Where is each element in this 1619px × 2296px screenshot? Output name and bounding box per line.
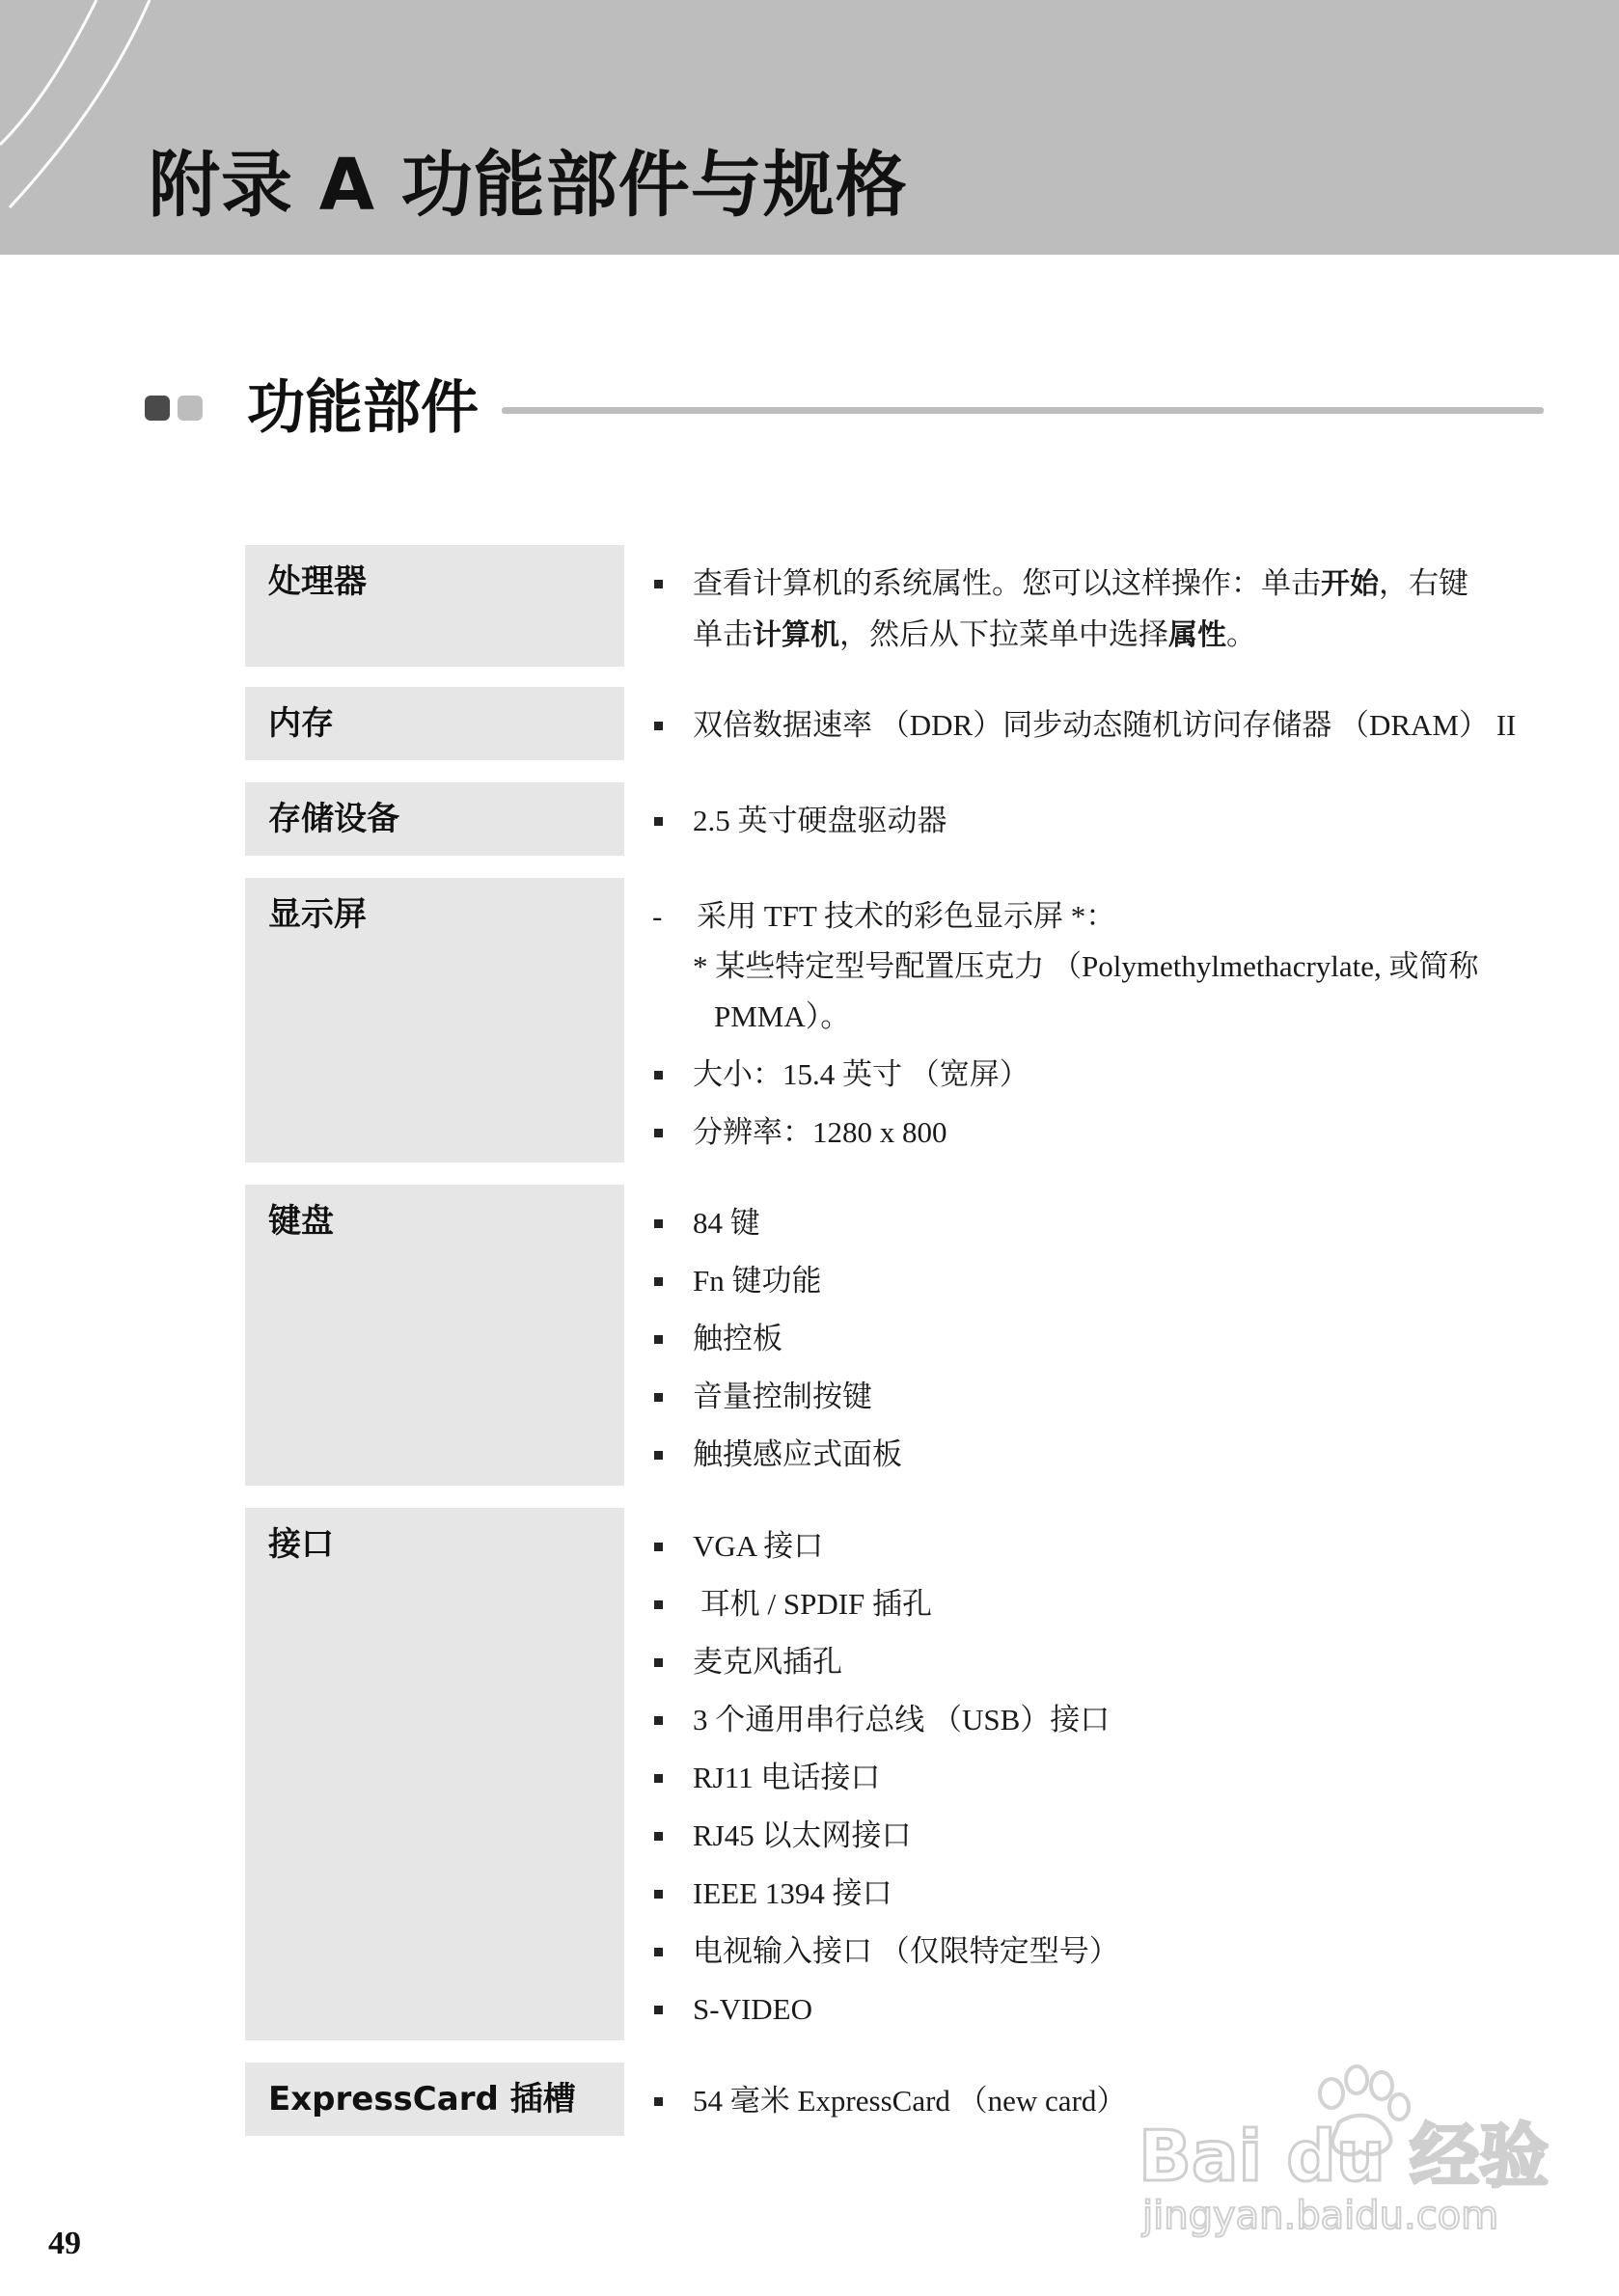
spec-item: 耳机 / SPDIF 插孔 xyxy=(648,1579,1536,1629)
spec-line-1 xyxy=(693,559,1536,610)
spec-label: 接口 xyxy=(268,1525,334,1564)
spec-row-display xyxy=(245,878,1548,1162)
spec-label: 存储设备 xyxy=(268,800,399,838)
section-heading xyxy=(145,365,1544,461)
spec-item: RJ11 电话接口 xyxy=(648,1753,1536,1803)
spec-item: IEEE 1394 接口 xyxy=(648,1869,1536,1919)
spec-label: 内存 xyxy=(268,704,334,743)
spec-note-line-2: PMMA）。 xyxy=(714,999,851,1033)
spec-row-storage xyxy=(245,782,1548,856)
spec-item: 触控板 xyxy=(648,1314,1536,1364)
text-segment: ，右键 xyxy=(1379,566,1468,600)
spec-note-line-1: * 某些特定型号配置压克力 （Polymethylmethacrylate, 或简称 xyxy=(693,949,1479,983)
spec-item: 54 毫米 ExpressCard （new card） xyxy=(648,2076,1536,2126)
spec-item: S-VIDEO xyxy=(648,1984,1536,2035)
text-segment: 查看计算机的系统属性。您可以这样操作：单击 xyxy=(693,566,1321,600)
spec-item: 双倍数据速率 （DDR）同步动态随机访问存储器 （DRAM） II xyxy=(648,700,1536,751)
text-segment: ，然后从下拉菜单中选择 xyxy=(839,617,1168,651)
spec-item: 2.5 英寸硬盘驱动器 xyxy=(648,796,1536,846)
spec-item: VGA 接口 xyxy=(648,1521,1536,1572)
chapter-title: 附录 A 功能部件与规格 xyxy=(149,144,908,227)
spec-item: 大小：15.4 英寸 （宽屏） xyxy=(648,1050,1536,1100)
spec-label-cell xyxy=(245,687,624,760)
spec-item-lead xyxy=(648,891,1536,1042)
spec-label: 键盘 xyxy=(268,1202,334,1241)
bold-term-properties: 属性 xyxy=(1168,618,1226,652)
spec-row-memory xyxy=(245,687,1548,760)
spec-row-ports xyxy=(245,1508,1548,2040)
spec-items xyxy=(648,1521,1536,2042)
spec-label-cell xyxy=(245,1508,624,2040)
spec-item: 触摸感应式面板 xyxy=(648,1430,1536,1480)
spec-item: 麦克风插孔 xyxy=(648,1637,1536,1687)
svg-text:jingyan.baidu.com: jingyan.baidu.com xyxy=(1142,2194,1499,2238)
spec-label-cell xyxy=(245,878,624,1162)
spec-label: ExpressCard 插槽 xyxy=(268,2080,576,2118)
page-number: 49 xyxy=(48,2226,81,2261)
spec-items xyxy=(648,1198,1536,1488)
spec-item xyxy=(648,559,1536,661)
spec-items xyxy=(648,796,1536,854)
spec-item: 84 键 xyxy=(648,1198,1536,1248)
baidu-watermark-logo xyxy=(1139,2045,1563,2238)
bold-term-start: 开始 xyxy=(1321,567,1379,601)
spec-label-cell xyxy=(245,1185,624,1486)
spec-item: Fn 键功能 xyxy=(648,1256,1536,1306)
text-segment: 。 xyxy=(1226,617,1256,651)
spec-item: RJ45 以太网接口 xyxy=(648,1811,1536,1861)
spec-line-2 xyxy=(693,610,1536,661)
spec-item: 电视输入接口 （仅限特定型号） xyxy=(648,1927,1536,1977)
chapter-header-band xyxy=(0,0,1619,255)
svg-text:Bai du 经验: Bai du 经验 xyxy=(1139,2116,1550,2197)
section-bullet-light-square xyxy=(178,396,203,421)
spec-lead-text: - 采用 TFT 技术的彩色显示屏 *： xyxy=(697,899,1116,933)
spec-row-keyboard xyxy=(245,1185,1548,1486)
spec-label: 显示屏 xyxy=(268,895,367,934)
bold-term-computer: 计算机 xyxy=(753,618,839,652)
section-divider-line xyxy=(502,407,1544,414)
spec-label: 处理器 xyxy=(268,562,367,601)
spec-label-cell xyxy=(245,2063,624,2136)
spec-items xyxy=(648,700,1536,758)
spec-items xyxy=(648,559,1536,669)
spec-item: 3 个通用串行总线 （USB）接口 xyxy=(648,1695,1536,1745)
text-segment: 单击 xyxy=(693,617,753,651)
section-title: 功能部件 xyxy=(247,374,479,442)
spec-item: 音量控制按键 xyxy=(648,1372,1536,1422)
spec-row-processor xyxy=(245,545,1548,667)
spec-label-cell xyxy=(245,782,624,856)
spec-item: 分辨率：1280 x 800 xyxy=(648,1107,1536,1158)
spec-items xyxy=(648,891,1536,1165)
spec-label-cell xyxy=(245,545,624,667)
section-bullet-dark-square xyxy=(145,396,170,421)
